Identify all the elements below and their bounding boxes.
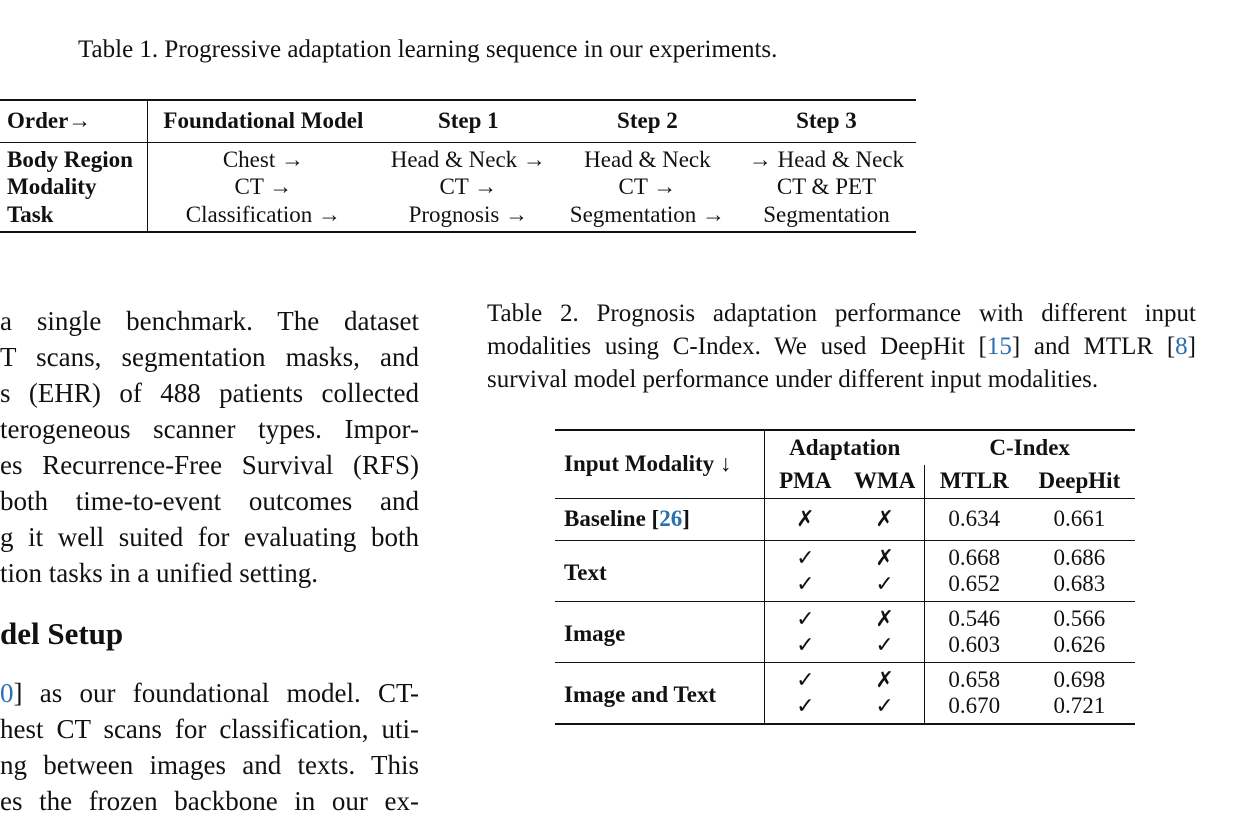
citation-link[interactable]: 0 [0,678,14,708]
table-row [555,540,1135,571]
table-row [0,173,916,202]
table1-header-row [0,100,916,142]
table-cell: 0.658 [924,662,1023,693]
text-span: ] [1187,333,1196,360]
check-mark: ✓ [796,571,815,597]
table2-header-cindex: C-Index [989,435,1070,460]
text-line: g it well suited for evaluating both [0,522,419,552]
table-cell: 0.603 [924,632,1023,663]
table1-header-step1: Step 1 [437,108,499,134]
table2-header-adaptation: Adaptation [765,430,925,465]
cross-mark: ✗ [875,667,894,693]
table-cell: CT & PET [776,174,877,199]
check-mark: ✓ [796,667,815,693]
caption-line: survival model performance under different input modalities. [487,366,1099,393]
table-cell: 0.661 [1053,506,1106,531]
table-cell: Segmentation → [569,201,726,227]
cross-mark: ✗ [875,507,894,532]
table-cell: 0.668 [924,540,1023,571]
text-line: both time-to-event outcomes and [0,486,419,516]
table-cell: → Head & Neck [748,146,905,172]
table-cell: Head & Neck [584,146,711,172]
section-heading: del Setup [0,616,124,651]
table1-row-label: Modality [0,173,148,202]
table2-header-pma: PMA [765,465,846,498]
table-cell: 0.670 [924,693,1023,724]
table2-header-deephit: DeepHit [1038,468,1121,494]
cross-mark: ✗ [875,606,894,632]
table-cell: CT → [439,174,498,199]
table-cell: 0.698 [1053,666,1106,692]
table1-header-foundational: Foundational Model [163,108,364,134]
table-row [555,601,1135,632]
table-row [0,142,916,173]
check-mark: ✓ [875,571,894,597]
text-line: es Recurrence-Free Survival (RFS) [0,450,419,480]
check-mark: ✓ [796,693,815,719]
table1-row-label: Body Region [0,142,148,173]
table-cell: CT → [234,174,293,199]
text-line: s (EHR) of 488 patients collected [0,378,419,408]
table-row [0,202,916,232]
table1-header-order: Order→ [0,100,148,142]
check-mark: ✓ [875,693,894,719]
cross-mark: ✗ [875,545,894,571]
citation-link[interactable]: 26 [659,506,683,531]
table-cell: CT → [618,174,677,199]
text-span: ] and MTLR [ [1011,333,1176,360]
citation-link[interactable]: 8 [1175,333,1188,360]
table-cell: 0.721 [1053,692,1106,718]
table-cell: 0.686 [1053,544,1106,570]
table2-header-mtlr: MTLR [924,465,1023,498]
text-line: T scans, segmentation masks, and [0,342,419,372]
table-cell: 0.566 [1053,605,1106,631]
row-label-text: Text [564,559,607,585]
text-span: ] as our foundational model. CT- [13,678,419,708]
table-cell: Prognosis → [408,201,529,227]
cross-mark: ✗ [796,507,815,532]
text-line: tion tasks in a unified setting. [0,558,318,588]
table-cell: Chest → [222,146,304,172]
text-line: es the frozen backbone in our ex- [0,786,419,816]
check-mark: ✓ [875,632,894,658]
text-line [0,678,419,709]
table-row [555,662,1135,693]
text-span: modalities using C-Index. We used DeepHit [ [487,333,987,360]
table-cell: 0.634 [924,498,1023,540]
table-cell: Classification → [185,201,342,227]
caption-line [487,333,1196,361]
table-cell: Segmentation [763,201,890,227]
table1 [0,99,916,233]
table2-header-row [555,430,1135,465]
text-span: Baseline [ [564,506,660,531]
check-mark: ✓ [796,606,815,632]
text-line: a single benchmark. The dataset [0,306,419,336]
table1-caption: Table 1. Progressive adaptation learning sequence in our experiments. [78,36,778,63]
text-line: hest CT scans for classification, uti- [0,714,419,744]
row-label-image: Image [564,620,626,646]
table-row [555,498,1135,540]
citation-link[interactable]: 15 [986,333,1012,360]
text-line: terogeneous scanner types. Impor- [0,414,419,444]
check-mark: ✓ [796,632,815,658]
table-cell: 0.683 [1053,570,1106,596]
table1-header-step3: Step 3 [796,108,857,134]
table-cell: Head & Neck → [390,146,546,172]
caption-line: Table 2. Prognosis adaptation performance with different input [487,300,1196,327]
table2-header-input-modality: Input Modality ↓ [564,451,732,477]
table2-header-wma: WMA [853,468,916,494]
row-label-image-and-text: Image and Text [564,681,717,707]
table1-row-label: Task [0,202,148,232]
table-cell: 0.652 [924,571,1023,602]
text-line: ng between images and texts. This [0,750,419,780]
row-label-baseline [555,498,765,540]
check-mark: ✓ [796,545,815,571]
table2 [555,429,1135,725]
table-cell: 0.546 [924,601,1023,632]
text-span: ] [682,506,690,531]
table-cell: 0.626 [1053,631,1106,657]
table1-header-step2: Step 2 [617,108,678,134]
